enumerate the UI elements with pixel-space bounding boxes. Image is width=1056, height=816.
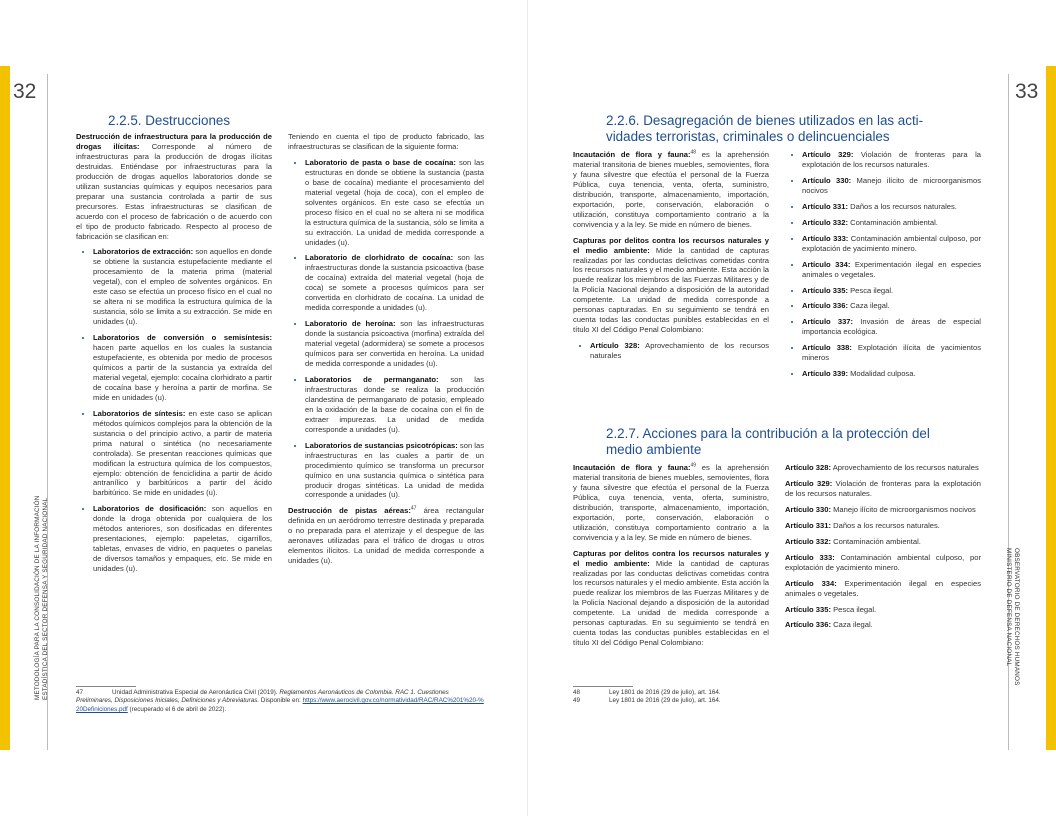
list-item xyxy=(802,260,981,280)
article-text: Explotación ilícita de yacimientos mineros xyxy=(802,343,981,363)
left-footnote-rule xyxy=(76,686,136,687)
list-item xyxy=(305,375,484,435)
pistas-term: Destrucción de pistas aéreas: xyxy=(288,506,411,516)
pistas-paragraph xyxy=(288,506,484,566)
article-text: Manejo ilícito de microorganismos nocivos xyxy=(802,175,981,195)
article-text: Daños a los recursos naturales. xyxy=(831,520,940,530)
article-number: Artículo 335: xyxy=(802,285,848,295)
incautacion-term: Incautación de flora y fauna: xyxy=(573,150,691,159)
list-item-term: Laboratorio de clorhidrato de cocaína: xyxy=(305,253,454,263)
footnote-text: Ley 1801 de 2016 (29 de julio), art. 164. xyxy=(609,697,721,705)
article-number: Artículo 339: xyxy=(802,369,848,379)
list-item xyxy=(93,504,272,574)
right-footnotes xyxy=(573,689,769,706)
article-text: Caza ilegal. xyxy=(848,301,890,311)
list-item-text: son aquellos en donde la droga obtenida por cualquiera de los métodos anteriores, son dosificadas en diferentes presentaciones, ejemplo: papeletas, cigarrillos, tabletas, envases de vidrio, en paquetes o panelas de diversos tamaños y empaques, etc. Se mide en unidades (u). xyxy=(93,504,273,574)
article-text: Aprovechamiento de los recursos naturales xyxy=(590,341,769,361)
list-item-text: son las infraestructuras donde la sustancia psicoactiva (base de cocaína) extraída del material vegetal (hoja de coca) se somete a procesos químicos para ser convertida en clorhidrato de cocaína. La unidad de medida corresponde a unidades (u). xyxy=(305,253,484,313)
capturas-text: Mide la cantidad de capturas realizadas por las conductas delictivas cometidas contra los recursos naturales y el medio ambiente. Esta acción la puede realizar los miembros de las Fuerzas Militares y de la Policía Nacional dejando a disposición de la autoridad competente. La unidad de medida corresponde a personas capturadas. En su seguimiento se tendrá en cuenta todas las conductas punibles establecidas en el título XI del Código Penal Colombiano: xyxy=(573,245,769,335)
list-item xyxy=(802,176,981,196)
article-text: Contaminación ambiental. xyxy=(831,536,921,546)
article-number: Artículo 330: xyxy=(802,175,852,185)
list-item-term: Laboratorios de conversión o semisíntesis: xyxy=(93,333,272,343)
article-number: Artículo 329: xyxy=(802,150,854,159)
article-number: Artículo 331: xyxy=(802,201,848,211)
list-item-term: Laboratorio de pasta o base de cocaína: xyxy=(305,157,456,167)
article-line xyxy=(785,537,981,547)
capturas-term: Capturas por delitos contra los recursos naturales y el medio ambiente: xyxy=(573,548,769,568)
list-item xyxy=(305,158,484,248)
footnote-text: Ley 1801 de 2016 (29 de julio), art. 164. xyxy=(609,689,721,696)
article-text: Contaminación ambiental culposo, por explotación de yacimiento minero. xyxy=(802,233,981,253)
section-heading-2-2-5: 2.2.5. Destrucciones xyxy=(108,113,231,128)
left-column-1 xyxy=(76,132,272,580)
article-text: Daños a los recursos naturales. xyxy=(848,201,957,211)
article-number: Artículo 329: xyxy=(785,478,833,488)
article-number: Artículo 328: xyxy=(590,341,640,351)
list-item-text: son las infraestructuras donde la sustancia psicoactiva (morfina) extraída del material vegetal (adormidera) se somete a procesos químicos para ser convertida en heroína. La unidad de medida corresponde a unidades (u). xyxy=(305,319,484,369)
incautacion-term: Incautación de flora y fauna: xyxy=(573,463,691,472)
articles-list-right xyxy=(785,150,981,379)
pistas-text: área rectangular definida en un aeródromo terrestre destinada y preparada o no preparada para el aterrizaje y el despegue de las aeronaves utilizadas para el tráfico de drogas u otros elementos ilícitos. La unidad de medida corresponde a unidades (u). xyxy=(288,506,484,566)
list-item xyxy=(802,369,981,379)
article-number: Artículo 337: xyxy=(802,317,854,327)
list-item xyxy=(305,319,484,369)
footnote-49 xyxy=(573,697,769,705)
list-item xyxy=(305,441,484,501)
heading-line: vidades terroristas, criminales o delincuenciales xyxy=(606,129,890,144)
list-item xyxy=(305,253,484,313)
right-column-1-top xyxy=(573,150,769,367)
capturas-paragraph xyxy=(573,236,769,336)
right-column-1-bottom xyxy=(573,463,769,654)
article-line xyxy=(785,553,981,573)
footnote-text: Disponible en: xyxy=(259,697,303,705)
heading-line: 2.2.6. Desagregación de bienes utilizados en las acti- xyxy=(606,113,924,128)
destruction-intro-term: Destrucción de infraestructura para la producción de drogas ilícitas: xyxy=(76,132,272,151)
footnote-47 xyxy=(76,689,484,714)
footnote-number: 49 xyxy=(573,697,581,705)
article-line xyxy=(785,579,981,599)
article-number: Artículo 332: xyxy=(785,536,831,546)
article-number: Artículo 335: xyxy=(785,604,831,614)
section-heading-2-2-7 xyxy=(606,426,930,458)
article-number: Artículo 334: xyxy=(785,578,837,588)
capturas-text: Mide la cantidad de capturas realizadas por las conductas delictivas cometidas contra los recursos naturales y el medio ambiente. Esta acción la puede realizar los miembros de las Fuerzas Militares y de la Policía Nacional dejando a disposición de la autoridad competente. La unidad de medida corresponde a personas capturadas. En su seguimiento se tendrá en cuenta todas las conductas punibles establecidas en el título XI del Código Penal Colombiano: xyxy=(573,558,769,648)
article-number: Artículo 336: xyxy=(802,301,848,311)
article-number: Artículo 333: xyxy=(785,552,835,562)
list-item-term: Laboratorios de permanganato: xyxy=(305,374,439,384)
list-item xyxy=(802,150,981,170)
footnote-ref-47[interactable]: 47 xyxy=(410,505,417,512)
list-item xyxy=(93,333,272,403)
list-item-text: son las estructuras en donde se obtiene la sustancia (pasta o base de cocaína) mediante el procesamiento del material vegetal (hoja de coca), con el empleo de solventes orgánicos. En este caso se efectúa un proceso físico en el cual no se altera ni se modifica la estructura química de la sustancia, sólo se limita a su extracción. La unidad de medida corresponde a unidades (u). xyxy=(305,157,484,247)
product-intro: Teniendo en cuenta el tipo de producto fabricado, las infraestructuras se clasifican de la siguiente forma: xyxy=(288,132,484,151)
article-text: Experimentación ilegal en especies animales o vegetales. xyxy=(802,259,981,279)
footnote-ref-48[interactable]: 48 xyxy=(690,149,697,156)
destruction-intro xyxy=(76,132,272,241)
right-column-2-top xyxy=(785,150,981,385)
article-number: Artículo 332: xyxy=(802,217,848,227)
list-item xyxy=(802,218,981,228)
list-item xyxy=(802,234,981,254)
article-text: Manejo ilícito de microorganismos nocivos xyxy=(831,504,976,514)
heading-line: medio ambiente xyxy=(606,442,702,457)
list-item-text: son las infraestructuras en las cuales a partir de un procedimiento químico se transforma un precursor químico en una sustancia química o sintética para producir drogas sintéticas. La unidad de medida corresponde a unidades (u). xyxy=(305,440,485,500)
list-item-term: Laboratorios de síntesis: xyxy=(93,408,186,418)
product-list xyxy=(288,158,484,501)
right-column-2-bottom xyxy=(785,463,981,636)
process-list xyxy=(76,247,272,574)
capturas-term: Capturas por delitos contra los recursos naturales y el medio ambiente: xyxy=(573,235,769,255)
list-item xyxy=(590,341,769,361)
article-number: Artículo 330: xyxy=(785,504,831,514)
article-text: Modalidad culposa. xyxy=(848,369,916,379)
footnote-title: Reglamentos Aeronáuticos de Colombia. RAC 1. Cuestiones Preliminares, Disposiciones Iniciales, Definiciones y Abreviaturas. xyxy=(76,689,449,705)
list-item xyxy=(802,301,981,311)
right-accent-band xyxy=(1046,66,1056,750)
article-text: Contaminación ambiental culposo, por explotación de yacimiento minero. xyxy=(785,552,982,572)
article-number: Artículo 336: xyxy=(785,620,831,630)
article-number: Artículo 334: xyxy=(802,259,851,269)
list-item xyxy=(93,247,272,327)
footnote-number: 47 xyxy=(76,689,84,696)
section-heading-2-2-6 xyxy=(606,113,923,145)
article-text: Experimentación ilegal en especies animales o vegetales. xyxy=(785,578,981,598)
incautacion-paragraph xyxy=(573,463,769,543)
left-page-number: 32 xyxy=(13,80,37,103)
article-line xyxy=(785,479,981,499)
incautacion-paragraph xyxy=(573,150,769,230)
footnote-link[interactable]: https://www.aerocivil.gov.co/normatividad/RAC/RAC%201%20-%20Definiciones.pdf xyxy=(76,697,484,713)
left-side-text xyxy=(34,495,50,700)
list-item xyxy=(802,202,981,212)
article-line xyxy=(785,505,981,515)
article-number: Artículo 333: xyxy=(802,233,849,243)
right-side-text-line-1: OBSERVATORIO DE DERECHOS HUMANOS xyxy=(1013,548,1020,686)
footnote-number: 48 xyxy=(573,689,581,696)
list-item-term: Laboratorios de dosificación: xyxy=(93,504,207,514)
article-text: Contaminación ambiental. xyxy=(848,217,938,227)
list-item-text: hacen parte aquellos en los cuales la sustancia estupefaciente, es obtenida por medio de procesos químicos a partir de la sustancia ya extraída del material vegetal, ejemplo: cocaína clorhidrato a partir de cocaína base y heroína a partir de morfina. Se mide en unidades (u). xyxy=(93,343,272,402)
article-text: Invasión de áreas de especial importancia ecológica. xyxy=(802,317,981,337)
articles-list-left xyxy=(573,341,769,361)
footnote-48 xyxy=(573,689,769,697)
article-line xyxy=(785,605,981,615)
footnote-ref-49[interactable]: 49 xyxy=(690,462,697,469)
article-text: Pesca ilegal. xyxy=(848,285,894,295)
list-item xyxy=(93,409,272,499)
left-accent-band xyxy=(0,66,10,750)
left-side-text-line-2: ESTADÍSTICA DEL SECTOR DEFENSA Y SEGURIDAD NACIONAL xyxy=(42,497,49,700)
list-item xyxy=(802,343,981,363)
list-item-text: son aquellos en donde se obtiene la sustancia estupefaciente mediante el procesamiento de la materia prima (material vegetal), con el empleo de solventes orgánicos. En este caso se efectúa un proceso físico en el cual no se altera ni se modifica la estructura química de la sustancia, sólo se limita a su extracción. Se mide en unidades (u). xyxy=(93,247,272,327)
article-text: Violación de fronteras para la explotación de los recursos naturales. xyxy=(802,150,981,169)
heading-line: 2.2.7. Acciones para la contribución a la protección del xyxy=(606,426,930,441)
left-column-2 xyxy=(288,132,484,572)
list-item-text: son las infraestructuras donde se realiza la producción clandestina de permanganato de potasio, empleado en la oxidación de la base de cocaína con el fin de extraer impurezas. La unidad de medida corresponde a unidades (u). xyxy=(305,374,484,434)
right-page-number: 33 xyxy=(1015,80,1039,103)
list-item-term: Laboratorio de heroína: xyxy=(305,319,396,329)
article-number: Artículo 338: xyxy=(802,343,852,353)
article-text: Pesca ilegal. xyxy=(831,604,877,614)
list-item-term: Laboratorios de sustancias psicotrópicas: xyxy=(305,440,458,450)
list-item-text: en este caso se aplican métodos químicos complejos para la obtención de la sustancia o del principio activo, a partir de materia prima natural o sintética (no necesariamente controlada). Se presentan reacciones químicas que modifican la estructura química de los compuestos, ejemplo: obtención de fenciclidina a partir de ácido antranílico y barbitúricos a partir del ácido barbitúrico. Se mide en unidades (u). xyxy=(93,408,272,498)
article-text: Aprovechamiento de los recursos naturales xyxy=(831,463,979,472)
article-line xyxy=(785,620,981,630)
article-text: Violación de fronteras para la explotación de los recursos naturales. xyxy=(785,478,982,498)
capturas-paragraph xyxy=(573,549,769,649)
article-line xyxy=(785,521,981,531)
footnote-text: Unidad Administrativa Especial de Aeronáutica Civil (2019). xyxy=(112,689,280,696)
article-number: Artículo 328: xyxy=(785,463,831,472)
right-side-text xyxy=(1004,548,1020,686)
destruction-intro-text: Corresponde al número de infraestructuras para la producción de drogas ilícitas destruidas. Entiéndase por infraestructuras para la producción de drogas aquellos laboratorios donde se utilizan sustancias químicas y equipos necesarios para preparar una sustancia controlada a partir de sus precursores. Estas infraestructuras se clasifican de acuerdo con el proceso de fabricación o de acuerdo con el tipo de producto fabricado. Respecto al proceso de fabricación se clasifican en: xyxy=(76,141,272,241)
list-item-term: Laboratorios de extracción: xyxy=(93,247,194,257)
left-side-text-line-1: METODOLOGÍA PARA LA CONSOLIDACIÓN DE LA INFORMACIÓN xyxy=(34,495,41,700)
list-item xyxy=(802,286,981,296)
right-side-text-line-2: MINISTERIO DE DEFENSA NACIONAL xyxy=(1005,548,1012,667)
list-item xyxy=(802,317,981,337)
right-footnote-rule xyxy=(573,686,633,687)
article-line xyxy=(785,463,981,473)
footnote-text: (recuperado el 6 de abril de 2022). xyxy=(127,705,227,713)
incautacion-text: es la aprehensión material transitoria de bienes muebles, semovientes, flora y fauna silvestre que efectúa el personal de la Fuerza Pública, cuya tenencia, venta, oferta, suministro, distribución, transporte, almacenamiento, importación, exportación, porte, conservación, elaboración o utilización, constituya comportamiento contrario a la convivencia y a la ley. Se mide en número de bienes. xyxy=(573,463,769,542)
article-number: Artículo 331: xyxy=(785,520,831,530)
article-text: Caza ilegal. xyxy=(831,620,873,630)
incautacion-text: es la aprehensión material transitoria de bienes muebles, semovientes, flora y fauna silvestre que efectúa el personal de la Fuerza Pública, cuya tenencia, venta, oferta, suministro, distribución, transporte, almacenamiento, importación, exportación, porte, conservación, elaboración o utilización, constituya comportamiento contrario a la convivencia y a la ley. Se mide en número de bienes. xyxy=(573,150,769,229)
